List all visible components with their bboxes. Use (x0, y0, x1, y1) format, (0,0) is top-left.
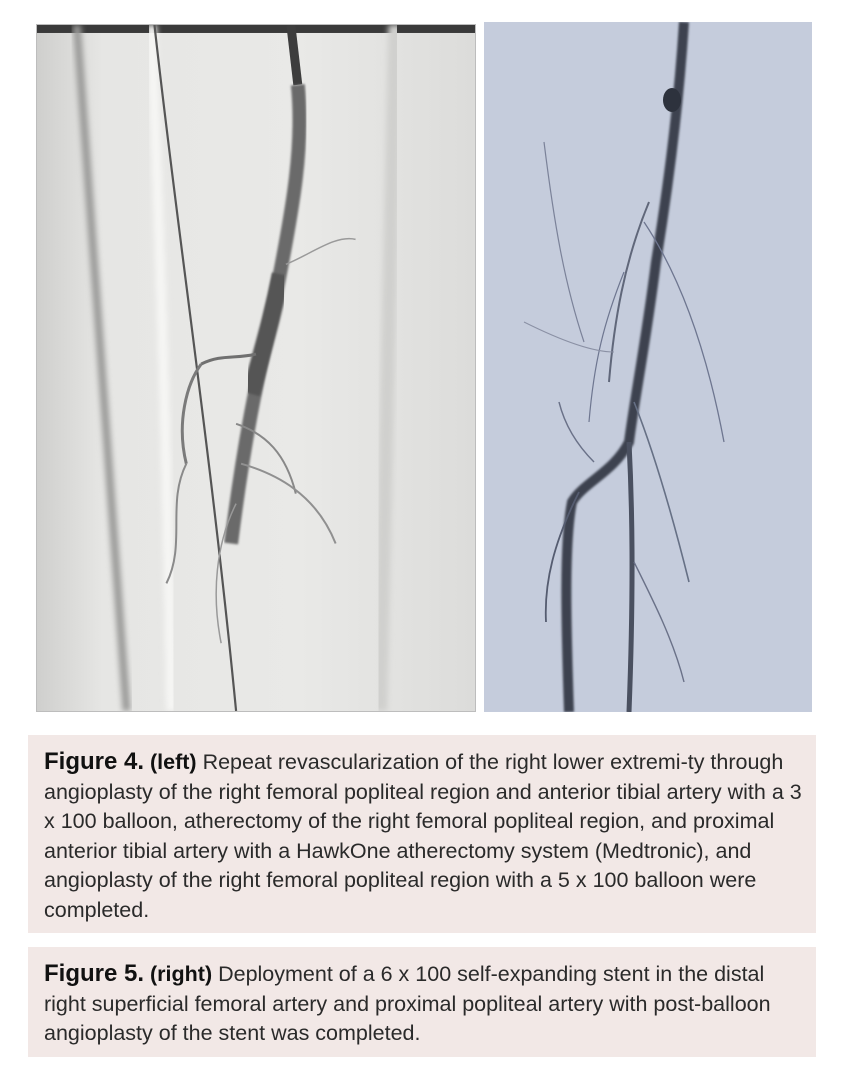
figure-5-label: Figure 5. (44, 960, 145, 987)
figure-4-label: Figure 4. (44, 748, 145, 775)
angiogram-left-svg (37, 25, 475, 711)
figure-4-position: (left) (150, 750, 197, 774)
figure-5-caption (28, 947, 816, 1057)
angiogram-right-svg (484, 22, 812, 712)
figure-5-text: Deployment of a 6 x 100 self-expanding stent in the distal right superficial femoral artery and proximal popliteal artery with post-balloon angioplasty of the stent was completed. (44, 962, 771, 1045)
figure-5-angiogram-image (484, 22, 812, 712)
figure-4-caption (28, 735, 816, 933)
figure-5-position: (right) (150, 962, 213, 986)
figure-4-angiogram-image (36, 24, 476, 712)
figure-4-text: Repeat revascularization of the right lower extremi-ty through angioplasty of the right femoral popliteal region and anterior tibial artery with a 3 x 100 balloon, atherectomy of the right femoral popliteal region, and proximal anterior tibial artery with a HawkOne atherectomy system (Medtronic), and angioplasty of the right femoral popliteal region with a 5 x 100 balloon were completed. (44, 750, 802, 922)
